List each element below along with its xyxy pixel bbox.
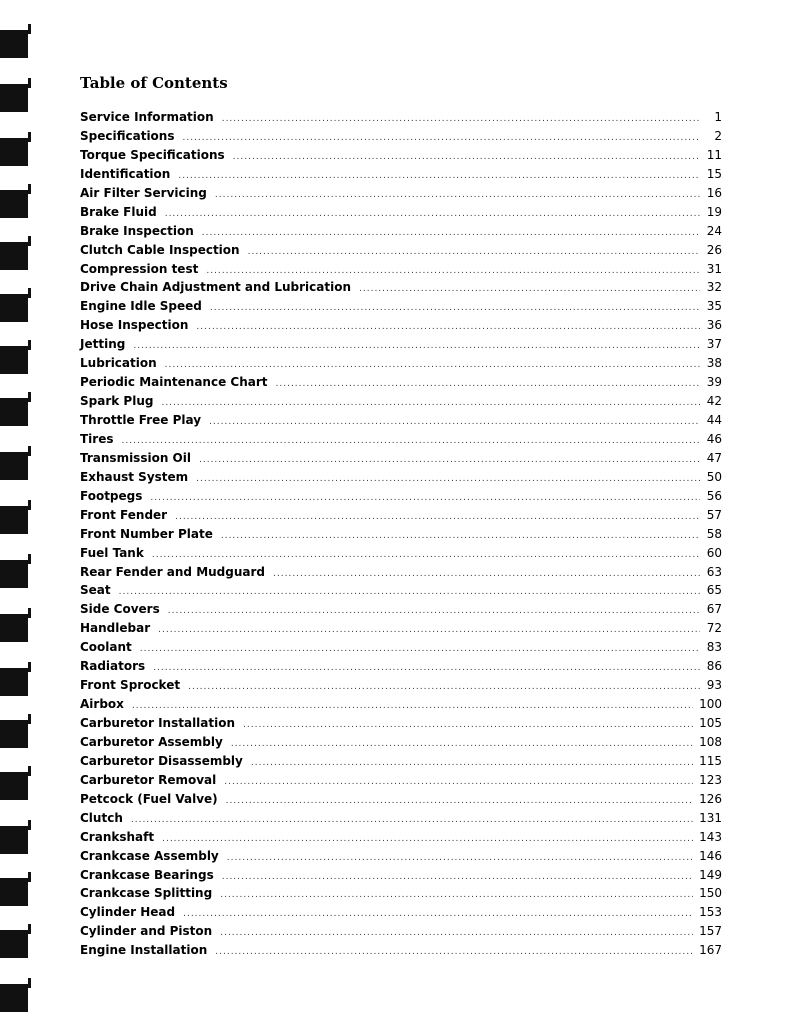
toc-entry-page-number: 146 <box>699 848 722 863</box>
toc-entry-page-number: 100 <box>699 697 722 712</box>
toc-entry[interactable] <box>80 924 722 943</box>
toc-dot-leader <box>183 910 693 919</box>
toc-entry-label: Exhaust System <box>80 469 189 484</box>
toc-dot-leader <box>150 494 700 503</box>
toc-dot-leader <box>188 683 700 692</box>
toc-entry-page-number: 153 <box>699 905 722 920</box>
toc-entry[interactable] <box>80 394 722 413</box>
toc-dot-leader <box>152 551 700 560</box>
index-tab <box>0 84 28 112</box>
toc-entry-label: Side Covers <box>80 602 160 617</box>
index-tab <box>0 560 28 588</box>
toc-entry-label: Crankcase Assembly <box>80 848 219 863</box>
toc-entry[interactable] <box>80 280 722 299</box>
toc-entry-label: Hose Inspection <box>80 318 189 333</box>
toc-entry[interactable] <box>80 337 722 356</box>
toc-entry[interactable] <box>80 697 722 716</box>
toc-dot-leader <box>131 816 693 825</box>
toc-entry[interactable] <box>80 943 722 962</box>
toc-entry-page-number: 38 <box>706 356 722 371</box>
toc-entry[interactable] <box>80 470 722 489</box>
index-tab <box>0 826 28 854</box>
toc-entry[interactable] <box>80 773 722 792</box>
toc-dot-leader <box>243 721 693 730</box>
toc-entry[interactable] <box>80 792 722 811</box>
toc-entry[interactable] <box>80 489 722 508</box>
toc-entry[interactable] <box>80 508 722 527</box>
toc-entry-page-number: 42 <box>706 394 722 409</box>
toc-entry-page-number: 60 <box>706 545 722 560</box>
toc-dot-leader <box>226 797 693 806</box>
toc-entry-page-number: 1 <box>714 110 722 124</box>
toc-dot-leader <box>196 475 700 484</box>
toc-entry-page-number: 46 <box>706 431 722 446</box>
toc-dot-leader <box>276 380 701 389</box>
toc-entry-page-number: 72 <box>706 621 722 636</box>
toc-dot-leader <box>140 645 700 654</box>
toc-entry-label: Petcock (Fuel Valve) <box>80 791 218 806</box>
toc-dot-leader <box>158 626 700 635</box>
toc-dot-leader <box>162 835 693 844</box>
toc-dot-leader <box>231 740 693 749</box>
toc-entry-label: Lubrication <box>80 356 157 371</box>
index-tab <box>0 138 28 166</box>
toc-entry[interactable] <box>80 318 722 337</box>
toc-entry-page-number: 105 <box>699 716 722 730</box>
toc-dot-leader <box>215 191 700 200</box>
toc-entry-page-number: 26 <box>706 242 722 257</box>
toc-entry-label: Brake Fluid <box>80 204 157 219</box>
index-tab <box>0 242 28 270</box>
toc-entry-page-number: 108 <box>699 734 722 749</box>
toc-entry-page-number: 32 <box>706 280 722 295</box>
toc-dot-leader <box>202 229 700 238</box>
toc-entry-label: Jetting <box>80 337 126 352</box>
toc-dot-leader <box>224 778 693 787</box>
index-tab <box>0 878 28 906</box>
toc-entry-label: Identification <box>80 166 171 181</box>
toc-entry-label: Torque Specifications <box>80 147 225 162</box>
index-tab <box>0 614 28 642</box>
toc-entry[interactable] <box>80 527 722 546</box>
index-tab <box>0 30 28 58</box>
toc-entry-page-number: 37 <box>706 337 722 352</box>
index-tab <box>0 720 28 748</box>
toc-dot-leader <box>233 153 700 162</box>
index-tab <box>0 398 28 426</box>
toc-entry[interactable] <box>80 811 722 830</box>
toc-dot-leader <box>227 854 693 863</box>
toc-entry-page-number: 50 <box>706 469 722 484</box>
toc-entry-page-number: 36 <box>706 318 722 333</box>
toc-entry-label: Air Filter Servicing <box>80 185 207 200</box>
binder-index-tabs <box>0 0 40 1035</box>
toc-dot-leader <box>196 323 700 332</box>
toc-entry-label: Transmission Oil <box>80 450 191 465</box>
toc-dot-leader <box>168 607 700 616</box>
toc-entry[interactable] <box>80 602 722 621</box>
toc-entry-page-number: 56 <box>706 488 722 503</box>
index-tab <box>0 930 28 958</box>
toc-entry-page-number: 31 <box>706 261 722 276</box>
toc-entry[interactable] <box>80 186 722 205</box>
index-tab <box>0 984 28 1012</box>
index-tab <box>0 346 28 374</box>
toc-entry-label: Airbox <box>80 697 124 712</box>
toc-dot-leader <box>178 172 700 181</box>
toc-entry-label: Crankshaft <box>80 829 155 844</box>
toc-entry-label: Clutch <box>80 810 123 825</box>
toc-entry-label: Service Information <box>80 110 214 124</box>
toc-entry[interactable] <box>80 640 722 659</box>
page-title: Table of Contents <box>80 74 228 92</box>
toc-entry-label: Brake Inspection <box>80 223 194 238</box>
index-tab <box>0 190 28 218</box>
toc-entry-label: Carburetor Removal <box>80 772 217 787</box>
toc-dot-leader <box>273 570 700 579</box>
index-tab <box>0 294 28 322</box>
toc-entry-label: Handlebar <box>80 621 151 636</box>
toc-entry-label: Clutch Cable Inspection <box>80 242 240 257</box>
toc-dot-leader <box>175 513 700 522</box>
toc-dot-leader <box>199 456 700 465</box>
index-tab <box>0 668 28 696</box>
toc-entry-page-number: 150 <box>699 886 722 901</box>
toc-entry[interactable] <box>80 735 722 754</box>
toc-entry-page-number: 58 <box>706 526 722 541</box>
toc-dot-leader <box>221 532 700 541</box>
toc-entry-label: Radiators <box>80 659 146 674</box>
toc-entry[interactable] <box>80 905 722 924</box>
toc-entry[interactable] <box>80 375 722 394</box>
toc-entry-label: Front Sprocket <box>80 678 181 693</box>
toc-entry-page-number: 93 <box>706 678 722 693</box>
toc-entry-page-number: 57 <box>706 507 722 522</box>
toc-dot-leader <box>251 759 693 768</box>
toc-entry-page-number: 39 <box>706 375 722 390</box>
toc-entry-page-number: 167 <box>699 943 722 958</box>
toc-entry[interactable] <box>80 565 722 584</box>
toc-entry[interactable] <box>80 205 722 224</box>
toc-entry-label: Front Fender <box>80 507 168 522</box>
toc-entry[interactable] <box>80 243 722 262</box>
toc-entry[interactable] <box>80 621 722 640</box>
toc-entry-label: Carburetor Disassembly <box>80 753 243 768</box>
toc-entry-page-number: 24 <box>706 223 722 238</box>
toc-entry-page-number: 149 <box>699 867 722 882</box>
toc-entry-label: Cylinder Head <box>80 905 176 920</box>
toc-dot-leader <box>119 588 700 597</box>
toc-dot-leader <box>210 304 700 313</box>
toc-entry-page-number: 126 <box>699 791 722 806</box>
toc-dot-leader <box>165 210 700 219</box>
toc-entry[interactable] <box>80 830 722 849</box>
toc-entry-page-number: 143 <box>699 829 722 844</box>
toc-entry-page-number: 2 <box>714 128 722 143</box>
toc-entry-label: Spark Plug <box>80 394 154 409</box>
toc-list <box>80 110 722 962</box>
toc-dot-leader <box>220 929 693 938</box>
toc-entry-page-number: 131 <box>699 810 722 825</box>
toc-dot-leader <box>222 873 693 882</box>
toc-entry-label: Cylinder and Piston <box>80 924 213 939</box>
toc-entry-page-number: 65 <box>706 583 722 598</box>
toc-entry-label: Coolant <box>80 640 132 655</box>
toc-entry-label: Periodic Maintenance Chart <box>80 375 268 390</box>
toc-entry[interactable] <box>80 451 722 470</box>
toc-dot-leader <box>359 285 700 294</box>
toc-entry-label: Specifications <box>80 128 175 143</box>
toc-entry[interactable] <box>80 886 722 905</box>
toc-entry[interactable] <box>80 754 722 773</box>
toc-entry[interactable] <box>80 148 722 167</box>
toc-entry-label: Seat <box>80 583 111 598</box>
toc-entry[interactable] <box>80 583 722 602</box>
toc-dot-leader <box>248 248 700 257</box>
toc-entry-page-number: 157 <box>699 924 722 939</box>
toc-entry[interactable] <box>80 129 722 148</box>
toc-dot-leader <box>132 702 693 711</box>
toc-entry-page-number: 67 <box>706 602 722 617</box>
toc-entry-label: Footpegs <box>80 488 143 503</box>
toc-entry[interactable] <box>80 262 722 281</box>
toc-entry[interactable] <box>80 356 722 375</box>
toc-dot-leader <box>165 361 700 370</box>
index-tab <box>0 452 28 480</box>
toc-entry[interactable] <box>80 678 722 697</box>
toc-entry-label: Crankcase Splitting <box>80 886 213 901</box>
toc-entry-label: Crankcase Bearings <box>80 867 214 882</box>
toc-entry-label: Carburetor Assembly <box>80 734 223 749</box>
toc-entry-page-number: 15 <box>706 166 722 181</box>
toc-entry-page-number: 19 <box>706 204 722 219</box>
toc-dot-leader <box>122 437 701 446</box>
toc-dot-leader <box>133 342 700 351</box>
toc-dot-leader <box>209 418 700 427</box>
toc-entry-page-number: 63 <box>706 564 722 579</box>
toc-entry-label: Carburetor Installation <box>80 716 236 730</box>
toc-entry-page-number: 115 <box>699 753 722 768</box>
toc-entry-label: Tires <box>80 431 114 446</box>
toc-entry-label: Compression test <box>80 261 199 276</box>
toc-page <box>80 72 722 962</box>
toc-dot-leader <box>220 891 693 900</box>
toc-entry[interactable] <box>80 299 722 318</box>
toc-entry[interactable] <box>80 167 722 186</box>
toc-dot-leader <box>215 948 693 957</box>
toc-entry-label: Fuel Tank <box>80 545 144 560</box>
toc-entry-page-number: 86 <box>706 659 722 674</box>
toc-entry-label: Rear Fender and Mudguard <box>80 564 266 579</box>
toc-entry-page-number: 16 <box>706 185 722 200</box>
toc-entry-label: Front Number Plate <box>80 526 213 541</box>
toc-entry-page-number: 123 <box>699 772 722 787</box>
toc-entry-page-number: 11 <box>706 147 722 162</box>
toc-entry[interactable] <box>80 849 722 868</box>
toc-dot-leader <box>222 115 700 124</box>
toc-entry[interactable] <box>80 868 722 887</box>
toc-dot-leader <box>153 664 700 673</box>
toc-dot-leader <box>206 267 700 276</box>
toc-entry-label: Drive Chain Adjustment and Lubrication <box>80 280 351 295</box>
index-tab <box>0 506 28 534</box>
toc-entry-label: Throttle Free Play <box>80 413 202 427</box>
toc-entry[interactable] <box>80 110 722 129</box>
toc-entry[interactable] <box>80 432 722 451</box>
toc-entry-page-number: 83 <box>706 640 722 655</box>
toc-entry[interactable] <box>80 546 722 565</box>
toc-entry-page-number: 44 <box>706 413 722 427</box>
toc-entry[interactable] <box>80 413 722 432</box>
index-tab <box>0 772 28 800</box>
toc-entry-label: Engine Idle Speed <box>80 299 202 314</box>
toc-entry[interactable] <box>80 224 722 243</box>
toc-entry[interactable] <box>80 716 722 735</box>
toc-entry-label: Engine Installation <box>80 943 208 958</box>
toc-dot-leader <box>182 134 700 143</box>
toc-entry-page-number: 47 <box>706 450 722 465</box>
toc-entry[interactable] <box>80 659 722 678</box>
toc-entry-page-number: 35 <box>706 299 722 314</box>
toc-dot-leader <box>161 399 700 408</box>
